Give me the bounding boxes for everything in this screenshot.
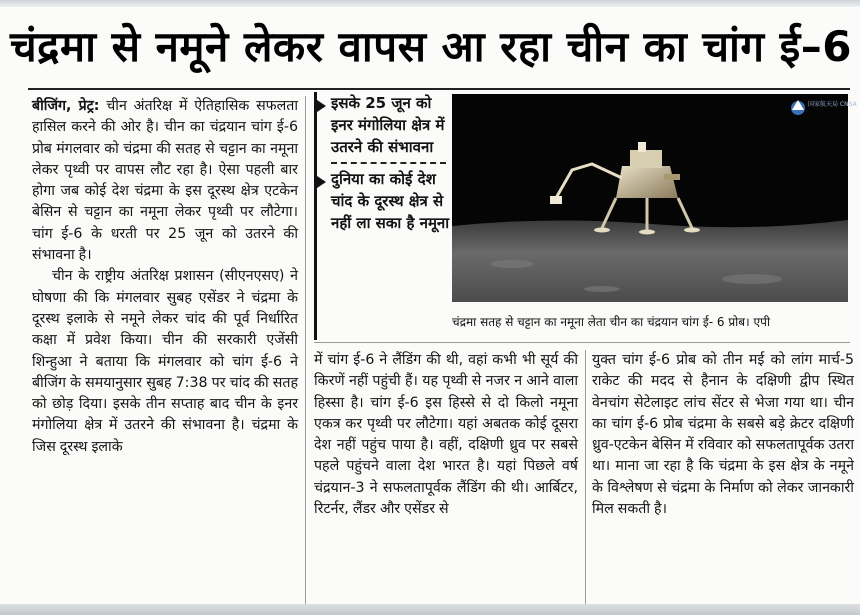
paragraph-1-text: चीन अंतरिक्ष में ऐतिहासिक सफलता हासिल करने की ओर है। चीन का चंद्रयान चांग ई-6 प्रोब मंगलवार को चंद्रमा की सतह से चट्टान का नमूना लेकर पृथ्वी पर वापस लौट रहा है। ऐसा पहली बार होगा जब कोई देश चंद्रमा के इस दूरस्थ क्षेत्र एटकेन बेसिन से चट्टान का नमूना लेकर पृथ्वी पर लौटेगा। चांग ई-6 के धरती पर 25 जून को उतरने की संभावना है।: [32, 98, 298, 264]
section-divider: [314, 342, 850, 343]
highlights-callout: [314, 92, 451, 340]
paragraph-1: [32, 96, 298, 266]
photo-caption: चंद्रमा सतह से चट्टान का नमूना लेता चीन का चंद्रयान चांग ई- 6 प्रोब। एपी: [452, 315, 771, 329]
headline-rule: [28, 88, 850, 90]
article-column-2: में चांग ई-6 ने लैंडिंग की थी, वहां कभी भी सूर्य की किरणें नहीं पहुंची हैं। यह पृथ्वी से नजर न आने वाला हिस्सा है। चांग ई-6 इस हिस्से से दो किलो नमूना एकत्र कर पृथ्वी पर लौटेगा। यहां अबतक कोई दूसरा देश नहीं पहुंच पाया है। वहीं, दक्षिणी ध्रुव पर सबसे पहले पहुंचने वाला देश भारत है। यहां पिछले वर्ष चंद्रयान-3 ने सफलतापूर्वक लैंडिंग की थी। आर्बिटर, रिटर्नर, लैंडर और एसेंडर से: [314, 352, 578, 518]
paragraph-2: चीन के राष्ट्रीय अंतरिक्ष प्रशासन (सीएनएसए) ने घोषणा की कि मंगलवार सुबह एसेंडर ने चंद्रमा के दूरस्थ इलाके से नमूने लेकर चांद की पूर्व निर्धारित कक्षा में प्रवेश किया। चीन की सरकारी एजेंसी शिन्हुआ ने बताया कि मंगलवार को चांग ई-6 ने बीजिंग के समयानुसार सुबह 7:38 पर चांद की सतह को छोड़ दिया। इसके तीन सप्ताह बाद चीन के इनर मंगोलिया क्षेत्र में उतरने की संभावना है। चंद्रमा के जिस दूरस्थ इलाके: [32, 268, 298, 455]
dateline: बीजिंग, प्रेट्र:: [32, 98, 100, 114]
highlight-divider: [331, 162, 446, 164]
highlight-item-2: दुनिया का कोई देश चांद के दूरस्थ क्षेत्र से नहीं ला सका है नमूना: [317, 168, 451, 234]
lander-photo-art: [452, 94, 857, 302]
bottom-strip: [0, 604, 860, 615]
column-divider-2: [585, 350, 586, 604]
cnsa-logo-text: 国家航天局 CNSA: [808, 101, 857, 108]
highlight-item-1: इसके 25 जून को इनर मंगोलिया क्षेत्र में उतरने की संभावना: [317, 92, 451, 158]
top-strip: [0, 0, 860, 7]
article-column-1: [32, 96, 298, 604]
lander-photo: [452, 94, 857, 302]
column-divider-1: [305, 96, 306, 604]
headline: चंद्रमा से नमूने लेकर वापस आ रहा चीन का चांग ई–6: [10, 22, 853, 71]
article-column-3: युक्त चांग ई-6 प्रोब को तीन मई को लांग मार्च-5 राकेट की मदद से हैनान के दक्षिणी द्वीप स्थित वेनचांग सेटेलाइट लांच सेंटर से भेजा गया था। चीन का चांग ई-6 प्रोब चंद्रमा के सबसे बड़े क्रेटर दक्षिणी ध्रुव-एटकेन बेसिन में रविवार को सफलतापूर्वक उतरा था। माना जा रहा है कि चंद्रमा के इस क्षेत्र के नमूने के विश्लेषण से चंद्रमा के निर्माण को लेकर जानकारी मिल सकती है।: [592, 352, 854, 518]
